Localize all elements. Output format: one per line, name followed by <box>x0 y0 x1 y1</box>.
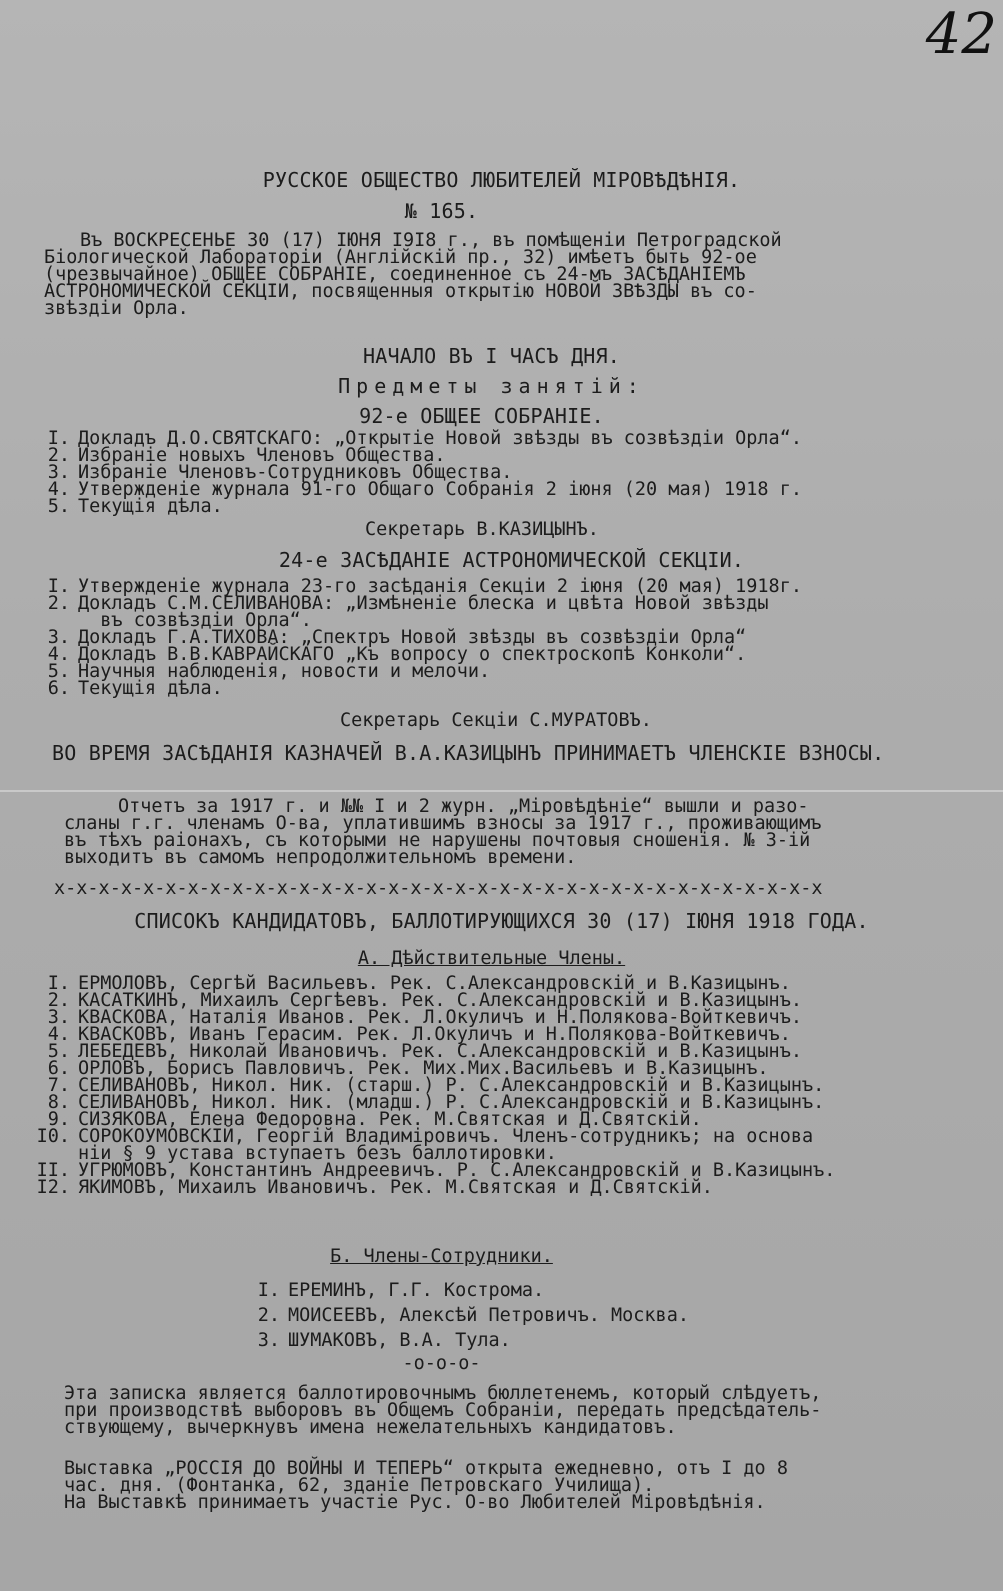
report-line: въ тѣхъ раiонахъ, съ которыми не нарушены почтовыя сношенiя. № 3-iй <box>64 830 811 851</box>
intro-line: АСТРОНОМИЧЕСКОЙ СЕКЦIИ, посвященныя открытiю НОВОЙ ЗВѢЗДЫ въ со- <box>44 281 757 302</box>
report-line: сланы г.г. членамъ О-ва, уплатившимъ взносы за 1917 г., проживающимъ <box>64 813 822 834</box>
candidate-entry: I. ЕРМОЛОВЪ, Сергѣй Васильевъ. Рек. С.Александровскiй и В.Казицынъ. <box>47 973 791 994</box>
staff-entry: I. ЕРЕМИНЪ, Г.Г. Кострома. <box>257 1280 545 1301</box>
divider-mark: -о-о-о- <box>402 1353 481 1374</box>
ballot-note <box>64 1385 984 1436</box>
agenda-item: 2. Избранiе новыхъ Членовъ Общества. <box>47 445 446 466</box>
section-meeting-list <box>30 578 970 697</box>
intro-paragraph <box>44 232 964 317</box>
candidate-entry: II. УГРЮМОВЪ, Константинъ Андреевичъ. Р. С.Александровскiй и В.Казицынъ. <box>36 1160 836 1181</box>
general-meeting-list <box>30 430 970 515</box>
exhibition-note <box>64 1460 984 1511</box>
candidate-entry: 2. КАСАТКИНЪ, Михаилъ Сергѣевъ. Рек. С.Александровскiй и В.Казицынъ. <box>47 990 802 1011</box>
ballot-line: ствующему, вычеркнувъ имена нежелательныхъ кандидатовъ. <box>64 1417 677 1438</box>
agenda-item: 3. Избранiе Членовъ-Сотрудниковъ Общества. <box>47 462 513 483</box>
staff-members-title: Б. Члены-Сотрудники. <box>330 1246 553 1267</box>
exhibition-line: Выставка „РОССIЯ ДО ВОЙНЫ И ТЕПЕРЬ“ открыта ежедневно, отъ I до 8 <box>64 1458 788 1479</box>
separator-line: х-х-х-х-х-х-х-х-х-х-х-х-х-х-х-х-х-х-х-х-х-х-х-х-х-х-х-х-х-х-х-х-х-х-х <box>54 880 823 897</box>
issue-number: № 165. <box>404 199 479 223</box>
staff-members-list <box>240 1278 940 1353</box>
agenda-item: 5. Научныя наблюденiя, новости и мелочи. <box>47 661 491 682</box>
candidate-entry: 6. ОРЛОВЪ, Борисъ Павловичъ. Рек. Мих.Мих.Васильевъ и В.Казицынъ. <box>47 1058 769 1079</box>
section-meeting-title: 24-е ЗАСѢДАНIЕ АСТРОНОМИЧЕСКОЙ СЕКЦIИ. <box>278 548 745 572</box>
general-meeting-secretary: Секретарь В.КАЗИЦЫНЪ. <box>365 519 599 540</box>
paper-fold <box>0 790 1003 792</box>
folio-number: 42 <box>925 2 997 67</box>
section-meeting-secretary: Секретарь Секцiи С.МУРАТОВЪ. <box>340 710 652 731</box>
candidates-title: СПИСОКЪ КАНДИДАТОВЪ, БАЛЛОТИРУЮЩИХСЯ 30 (17) IЮНЯ 1918 ГОДА. <box>134 909 869 933</box>
intro-line: Въ ВОСКРЕСЕНЬЕ 30 (17) IЮНЯ I9I8 г., въ помѣщенiи Петроградской <box>80 230 782 251</box>
candidate-entry: I0. СОРОКОУМОВСКIЙ, Георгiй Владимiровичъ. Членъ-сотрудникъ; на основа нiи § 9 устава вступаетъ безъ баллотировки. <box>36 1126 814 1164</box>
start-time: НАЧАЛО ВЪ I ЧАСЪ ДНЯ. <box>362 344 621 368</box>
agenda-item: 4. Утвержденiе журнала 91-го Общаго Собранiя 2 iюня (20 мая) 1918 г. <box>47 479 802 500</box>
report-line: выходитъ въ самомъ непродолжительномъ времени. <box>64 847 577 868</box>
ballot-line: при производствѣ выборовъ въ Общемъ Собранiи, передать предсѣдатель- <box>64 1400 822 1421</box>
society-title: РУССКОЕ ОБЩЕСТВО ЛЮБИТЕЛЕЙ МIРОВѢДѢНIЯ. <box>262 168 741 192</box>
candidate-entry: 5. ЛЕБЕДЕВЪ, Николай Ивановичъ. Рек. С.Александровскiй и В.Казицынъ. <box>47 1041 802 1062</box>
agenda-item: 3. Докладъ Г.А.ТИХОВА: „Спектръ Новой звѣзды въ созвѣздiи Орла“ <box>47 627 747 648</box>
candidate-entry: 8. СЕЛИВАНОВЪ, Никол. Ник. (младш.) Р. С.Александровскiй и В.Казицынъ. <box>47 1092 825 1113</box>
agenda-item: 2. Докладъ С.М.СЕЛИВАНОВА: „Измѣненiе блеска и цвѣта Новой звѣзды въ созвѣздiи Орла“. <box>47 593 769 631</box>
agenda-item: 4. Докладъ В.В.КАВРАЙСКАГО „Къ вопросу о спектроскопѣ Конколи“. <box>47 644 747 665</box>
subjects-title: Предметы занятiй: <box>338 374 645 398</box>
agenda-item: 6. Текущiя дѣла. <box>47 678 223 699</box>
staff-entry: 3. ШУМАКОВЪ, В.А. Тула. <box>257 1330 511 1351</box>
candidate-entry: I2. ЯКИМОВЪ, Михаилъ Ивановичъ. Рек. М.Святская и Д.Святскiй. <box>36 1177 713 1198</box>
report-note <box>64 798 964 866</box>
agenda-item: I. Докладъ Д.О.СВЯТСКАГО: „Открытiе Новой звѣзды въ созвѣздiи Орла“. <box>47 428 802 449</box>
general-meeting-title: 92-е ОБЩЕЕ СОБРАНIЕ. <box>359 404 604 428</box>
candidate-entry: 7. СЕЛИВАНОВЪ, Никол. Ник. (старш.) Р. С.Александровскiй и В.Казицынъ. <box>47 1075 825 1096</box>
intro-line: Бiологической Лабораторiи (Англiйскiй пр., 32) имѣетъ быть 92-ое <box>44 247 757 268</box>
intro-line: звѣздiи Орла. <box>44 298 189 319</box>
intro-line: (чрезвычайное) ОБЩЕЕ СОБРАНIЕ, соединенное съ 24-мъ ЗАСѢДАНIЕМЪ <box>44 264 746 285</box>
exhibition-line: час. дня. (Фонтанка, 62, зданiе Петровскаго Училища). <box>64 1475 655 1496</box>
staff-entry: 2. МОИСЕЕВЪ, Алексѣй Петровичъ. Москва. <box>257 1305 689 1326</box>
candidate-entry: 4. КВАСКОВЪ, Иванъ Герасим. Рек. Л.Окуличъ и Н.Полякова-Войткевичъ. <box>47 1024 791 1045</box>
exhibition-line: На Выставкѣ принимаетъ участiе Рус. О-во Любителей Мiровѣдѣнiя. <box>64 1492 766 1513</box>
active-members-list <box>30 975 980 1196</box>
agenda-item: 5. Текущiя дѣла. <box>47 496 223 517</box>
agenda-item: I. Утвержденiе журнала 23-го засѣданiя Секцiи 2 iюня (20 мая) 1918г. <box>47 576 802 597</box>
report-line: Отчетъ за 1917 г. и №№ I и 2 журн. „Мiровѣдѣнiе“ вышли и разо- <box>118 796 809 817</box>
candidate-entry: 9. СИЗЯКОВА, Елена Федоровна. Рек. М.Святская и Д.Святскiй. <box>47 1109 702 1130</box>
treasurer-note: ВО ВРЕМЯ ЗАСѢДАНIЯ КАЗНАЧЕЙ В.А.КАЗИЦЫНЪ ПРИНИМАЕТЪ ЧЛЕНСКIЕ ВЗНОСЫ. <box>52 741 885 765</box>
active-members-title: А. Дѣйствительные Члены. <box>357 948 626 969</box>
ballot-line: Эта записка является баллотировочнымъ бюллетенемъ, который слѣдуетъ, <box>64 1383 822 1404</box>
candidate-entry: 3. КВАСКОВА, Наталiя Иванов. Рек. Л.Окуличъ и Н.Полякова-Войткевичъ. <box>47 1007 802 1028</box>
